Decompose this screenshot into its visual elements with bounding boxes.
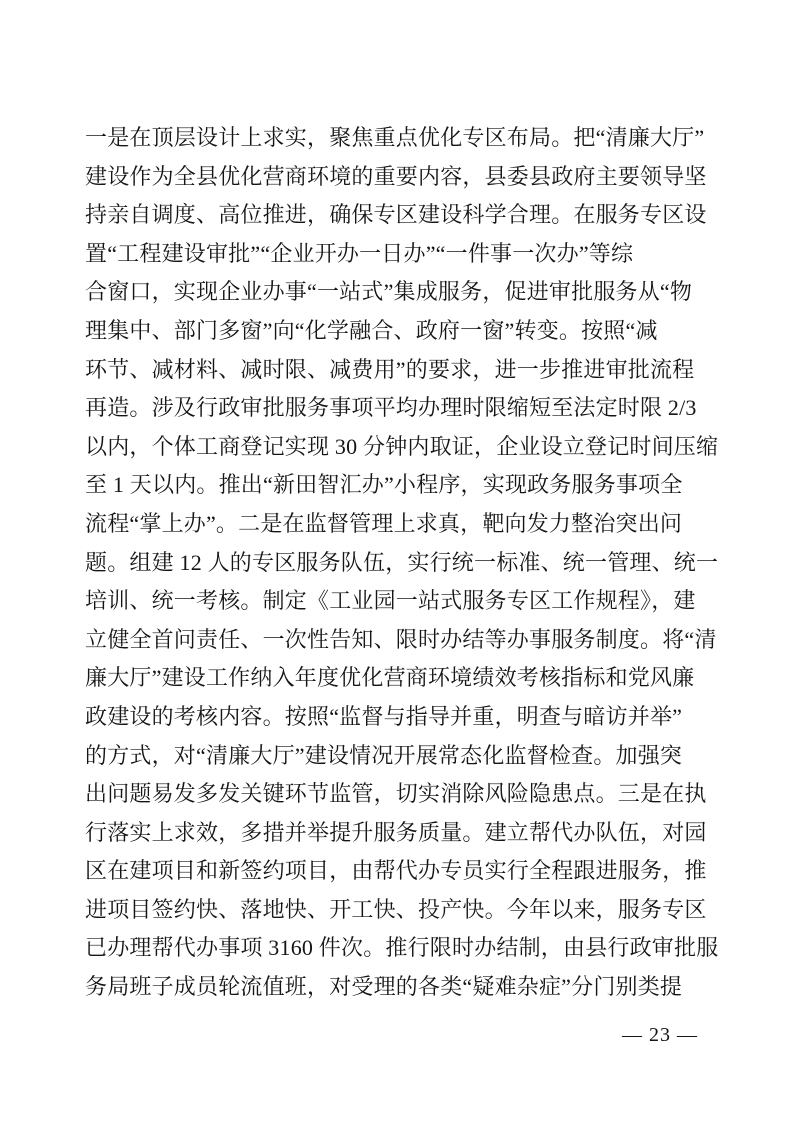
text-line: 置“工程建设审批”“企业开办一日办”“一件事一次办”等综 [85, 240, 634, 266]
text-line: 环节、减材料、减时限、减费用”的要求，进一步推进审批流程 [85, 356, 695, 382]
page-number: — 23 — [622, 1024, 698, 1046]
text-line: 区在建项目和新签约项目，由帮代办专员实行全程跟进服务，推 [85, 858, 707, 884]
text-line: 政建设的考核内容。按照“监督与指导并重，明查与暗访并举” [85, 703, 683, 729]
text-line: 理集中、部门多窗”向“化学融合、政府一窗”转变。按照“减 [85, 317, 658, 343]
text-line: 进项目签约快、落地快、开工快、投产快。今年以来，服务专区 [85, 896, 707, 922]
body-text [85, 119, 719, 1007]
text-line: 至 1 天以内。推出“新田智汇办”小程序，实现政务服务事项全 [85, 472, 683, 498]
text-line: 再造。涉及行政审批服务事项平均办理时限缩短至法定时限 2/3 [85, 395, 697, 421]
text-line: 建设作为全县优化营商环境的重要内容，县委县政府主要领导坚 [85, 163, 707, 189]
text-line: 一是在顶层设计上求实，聚焦重点优化专区布局。把“清廉大厅” [85, 125, 705, 150]
text-line: 持亲自调度、高位推进，确保专区建设科学合理。在服务专区设 [85, 202, 707, 228]
text-line: 廉大厅”建设工作纳入年度优化营商环境绩效考核指标和党风廉 [85, 665, 695, 691]
text-line: 务局班子成员轮流值班，对受理的各类“疑难杂症”分门别类提 [85, 974, 683, 1000]
text-line: 培训、统一考核。制定《工业园一站式服务专区工作规程》，建 [85, 588, 696, 614]
text-line: 行落实上求效，多措并举提升服务质量。建立帮代办队伍，对园 [85, 819, 707, 845]
text-line: 流程“掌上办”。二是在监督管理上求真，靶向发力整治突出问 [85, 510, 683, 536]
text-line: 合窗口，实现企业办事“一站式”集成服务，促进审批服务从“物 [85, 279, 693, 305]
text-line: 出问题易发多发关键环节监管，切实消除风险隐患点。三是在执 [85, 781, 707, 807]
text-line: 立健全首问责任、一次性告知、限时办结等办事服务制度。将“清 [85, 626, 717, 652]
text-line: 已办理帮代办事项 3160 件次。推行限时办结制，由县行政审批服 [85, 935, 719, 961]
text-line: 的方式，对“清廉大厅”建设情况开展常态化监督检查。加强突 [85, 742, 683, 768]
text-line: 题。组建 12 人的专区服务队伍，实行统一标准、统一管理、统一 [85, 549, 719, 575]
text-line: 以内，个体工商登记实现 30 分钟内取证，企业设立登记时间压缩 [85, 433, 719, 459]
